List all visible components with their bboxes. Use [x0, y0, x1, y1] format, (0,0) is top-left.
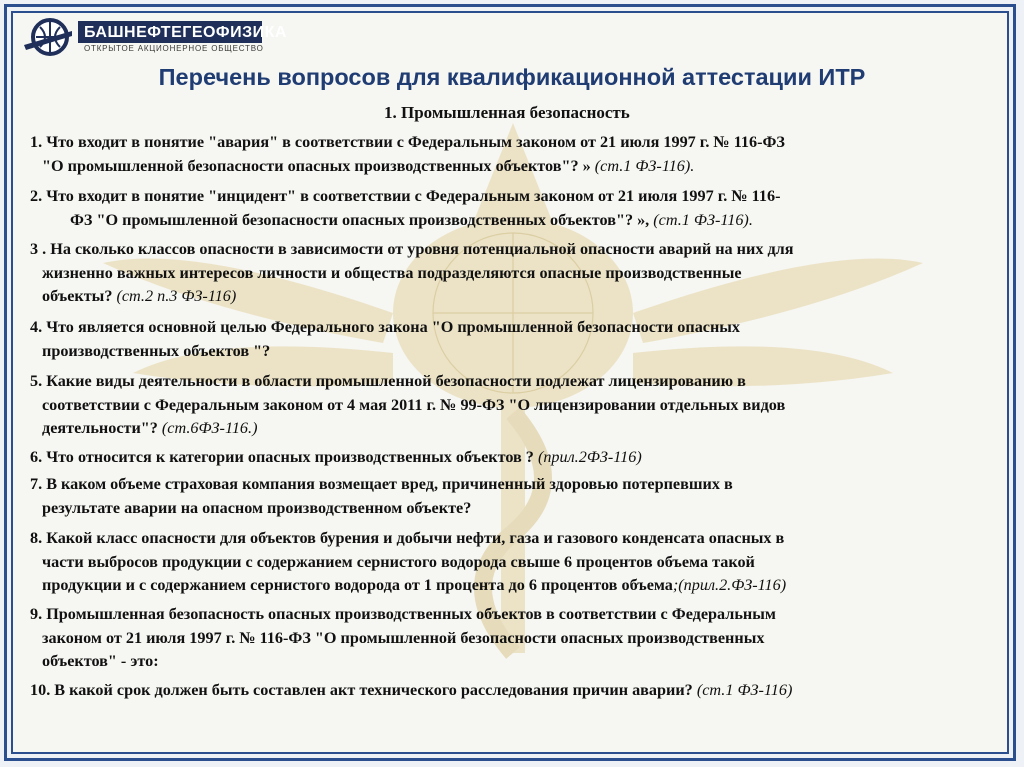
- company-logo: [22, 13, 287, 63]
- question-7: [30, 473, 995, 520]
- question-line: 2. Что входит в понятие "инцидент" в соответствии с Федеральным законом от 21 июля 1997 г. № 116-: [30, 187, 781, 205]
- question-reference: (ст.1 ФЗ-116).: [594, 156, 695, 175]
- question-line: 9. Промышленная безопасность опасных производственных объектов в соответствии с Федеральным: [30, 605, 776, 623]
- question-reference: (ст.6ФЗ-116.): [161, 419, 258, 437]
- question-6: [30, 446, 995, 470]
- company-subtitle: ОТКРЫТОЕ АКЦИОНЕРНОЕ ОБЩЕСТВО: [84, 44, 264, 53]
- question-line: соответствии с Федеральным законом от 4 мая 2011 г. № 99-ФЗ "О лицензировании отдельных видов: [42, 395, 786, 414]
- question-line: продукции и с содержанием сернистого водорода от 1 процента до 6 процентов объема;(прил.2.ФЗ-116): [42, 576, 787, 594]
- question-3: [30, 238, 995, 309]
- question-line: жизненно важных интересов личности и общества подразделяются опасные производственные: [42, 263, 742, 282]
- question-line: результате аварии на опасном производственном объекте?: [42, 498, 472, 517]
- question-line: 3 . На сколько классов опасности в зависимости от уровня потенциальной опасности аварий на них для: [30, 240, 794, 258]
- question-line: части выбросов продукции с содержанием сернистого водорода свыше 6 процентов объема такой: [42, 552, 755, 571]
- question-reference: (ст.1 ФЗ-116): [696, 681, 793, 699]
- question-reference: ;(прил.2.ФЗ-116): [672, 576, 787, 594]
- question-line: 7. В каком объеме страховая компания возмещает вред, причиненный здоровью потерпевших в: [30, 475, 733, 493]
- company-name: БАШНЕФТЕГЕОФИЗИКА: [84, 24, 287, 41]
- question-2: [30, 185, 995, 232]
- question-line: производственных объектов "?: [42, 341, 271, 360]
- question-line: 1. Что входит в понятие "авария" в соответствии с Федеральным законом от 21 июля 1997 г. № 116-ФЗ: [30, 133, 785, 151]
- question-10: [30, 679, 995, 703]
- question-line: законом от 21 июля 1997 г. № 116-ФЗ "О промышленной безопасности опасных производственных: [42, 628, 765, 647]
- question-9: [30, 603, 995, 674]
- question-5: [30, 370, 995, 441]
- question-line: 5. Какие виды деятельности в области промышленной безопасности подлежат лицензированию в: [30, 372, 746, 390]
- question-reference: (ст.2 п.3 ФЗ-116): [116, 287, 237, 305]
- section-heading: 1. Промышленная безопасность: [384, 103, 630, 122]
- question-reference: (ст.1 ФЗ-116).: [653, 210, 753, 229]
- question-line: "О промышленной безопасности опасных производственных объектов"? » (ст.1 ФЗ-116).: [42, 156, 695, 175]
- question-1: [30, 131, 995, 178]
- question-line: деятельности"? (ст.6ФЗ-116.): [42, 419, 258, 437]
- question-line: 6. Что относится к категории опасных производственных объектов ? (прил.2ФЗ-116): [30, 448, 642, 466]
- question-8: [30, 527, 995, 598]
- globe-logo-icon: [22, 15, 78, 61]
- page-title: Перечень вопросов для квалификационной аттестации ИТР: [158, 64, 866, 90]
- question-line: 4. Что является основной целью Федерального закона "О промышленной безопасности опасных: [30, 318, 741, 336]
- question-reference: (прил.2ФЗ-116): [537, 448, 642, 466]
- question-4: [30, 316, 995, 363]
- question-line: ФЗ "О промышленной безопасности опасных производственных объектов"? », (ст.1 ФЗ-116).: [70, 210, 753, 229]
- question-line: 8. Какой класс опасности для объектов бурения и добычи нефти, газа и газового конденсата опасных в: [30, 529, 785, 547]
- question-line: объектов" - это:: [42, 652, 159, 670]
- question-line: 10. В какой срок должен быть составлен акт технического расследования причин аварии? (ст.1 ФЗ-116): [30, 681, 793, 699]
- question-line: объекты? (ст.2 п.3 ФЗ-116): [42, 287, 237, 305]
